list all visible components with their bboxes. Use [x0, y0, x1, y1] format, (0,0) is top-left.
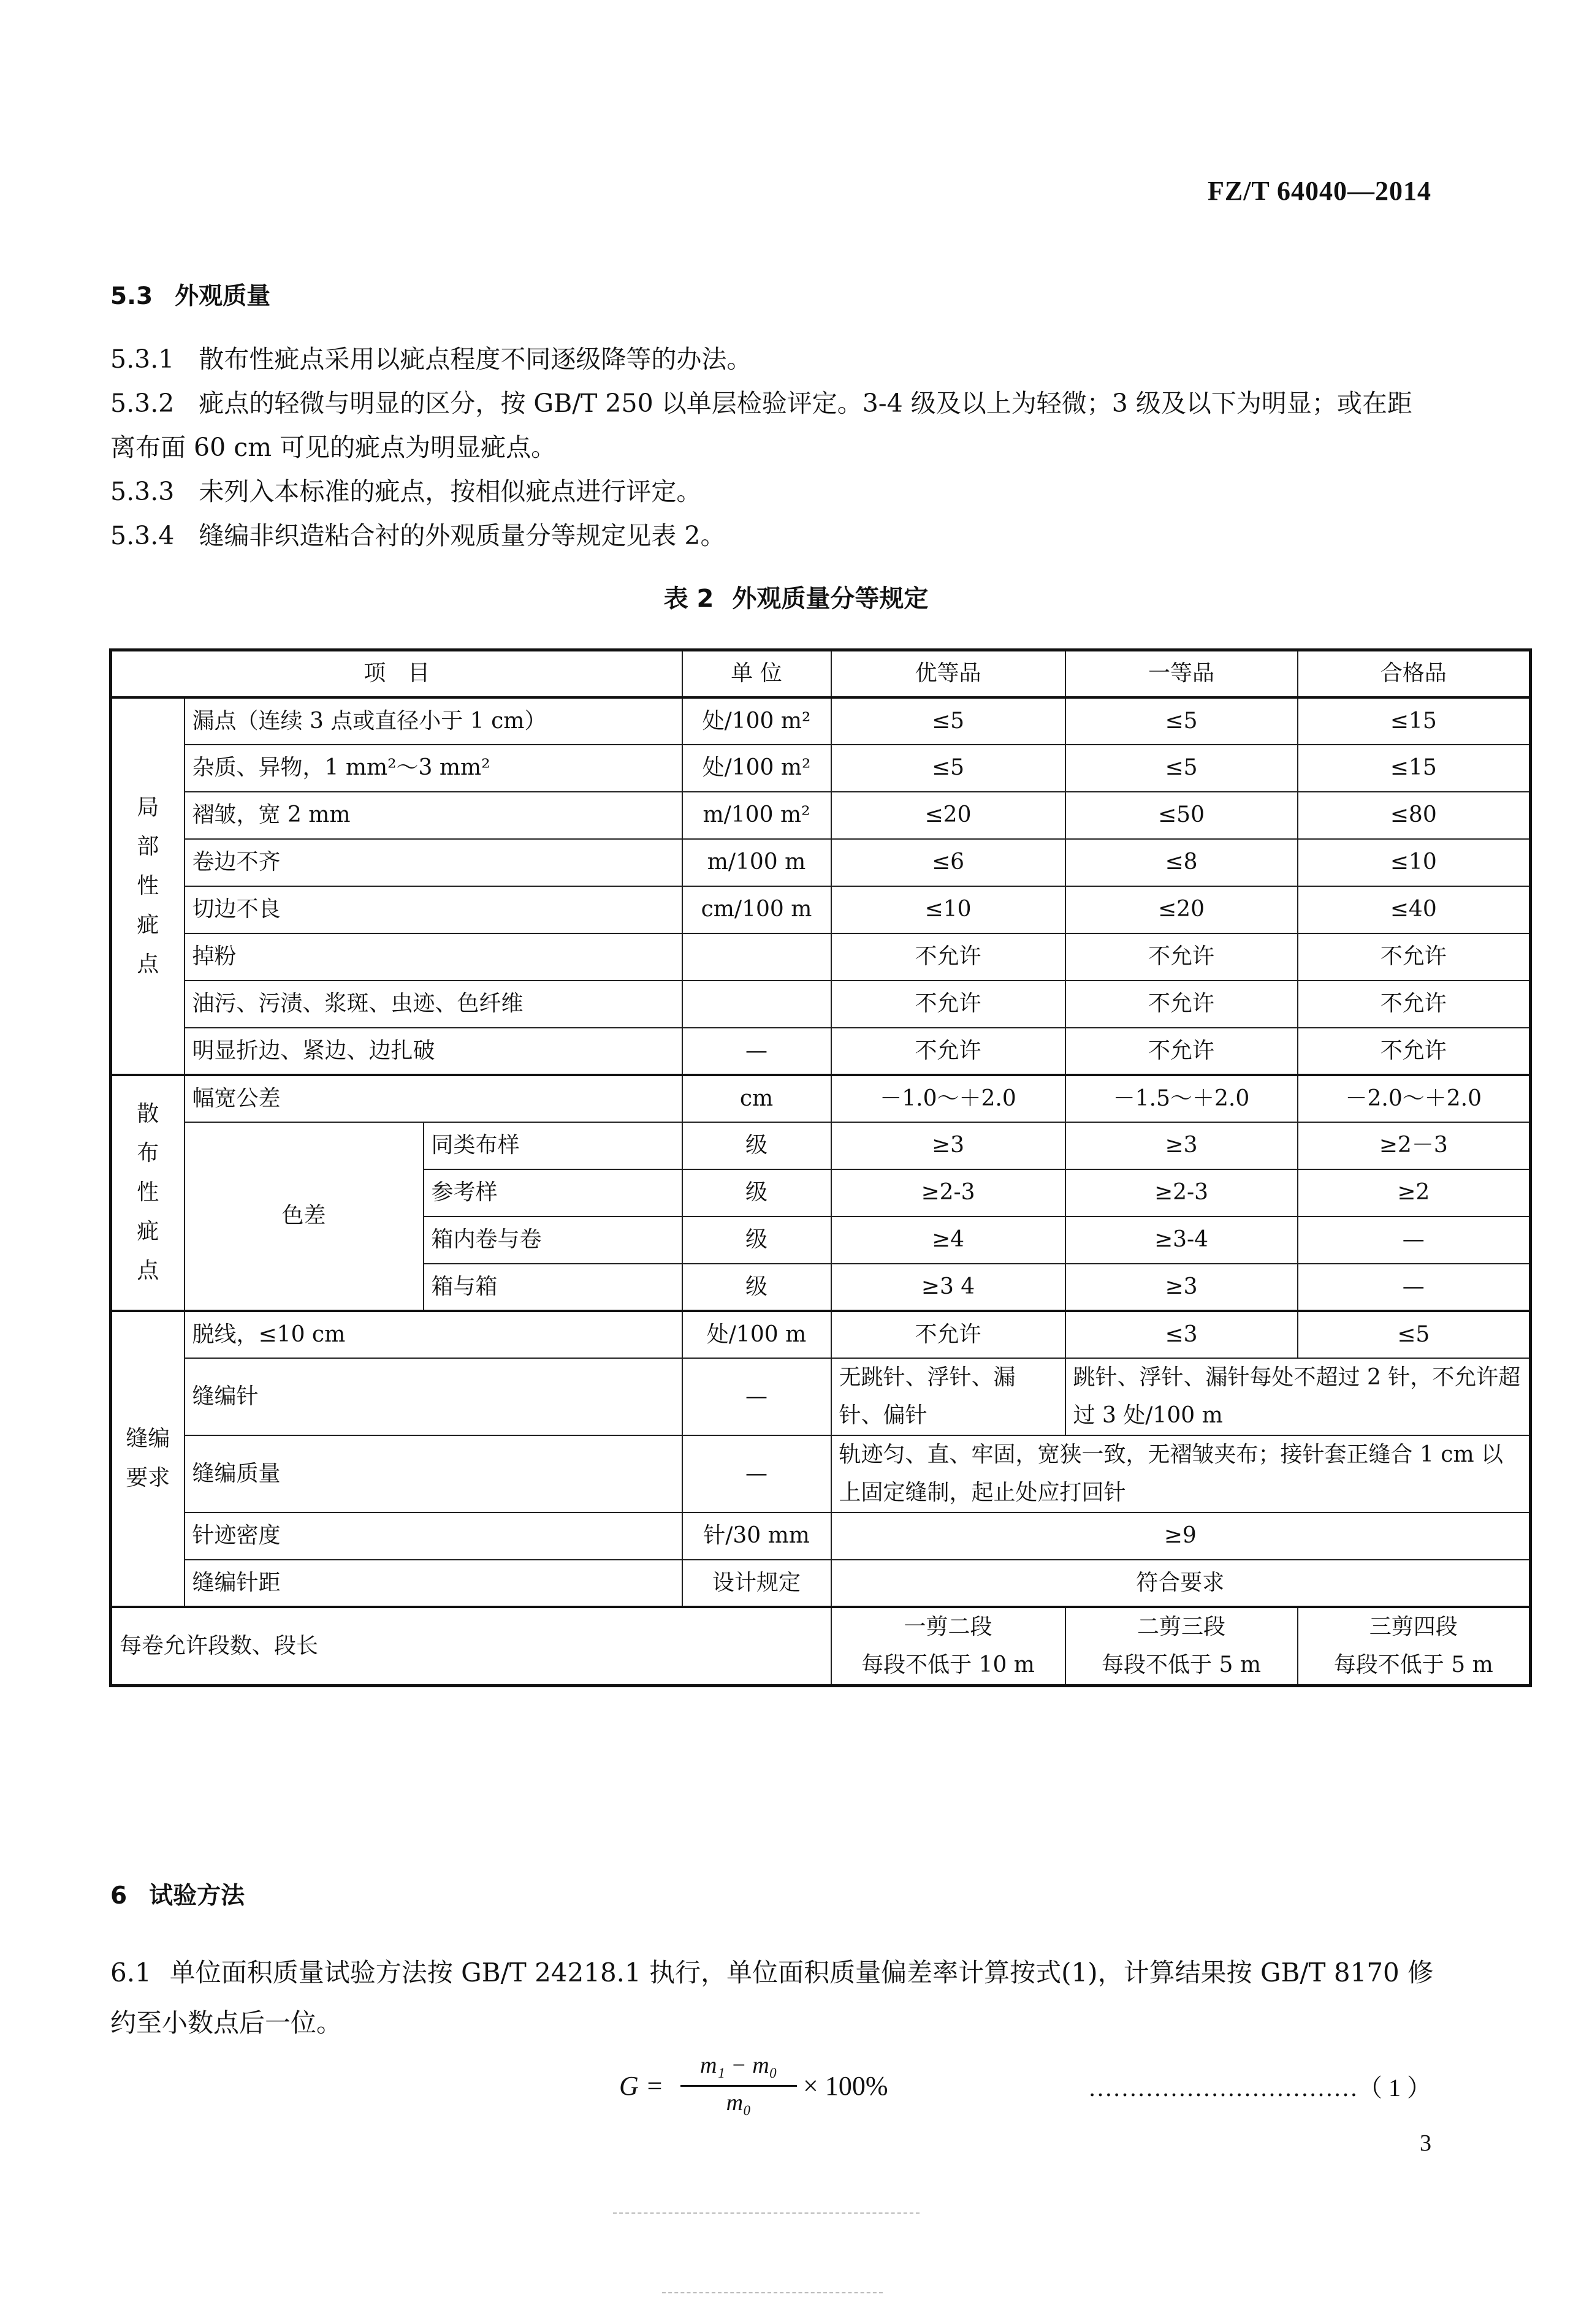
row-item: 褶皱，宽 2 mm [185, 792, 682, 839]
row-g2: ≤5 [1065, 745, 1298, 792]
row-g1: ≥4 [831, 1217, 1065, 1264]
clause-number: 5.3.1 [110, 344, 175, 374]
row-item: 幅宽公差 [185, 1075, 682, 1122]
row-g1: ≥3 4 [831, 1264, 1065, 1311]
row-g3: 不允许 [1298, 1028, 1531, 1075]
row-g3: ≥2 [1298, 1169, 1531, 1217]
page-number: 3 [1420, 2130, 1431, 2156]
row-g3: 不允许 [1298, 981, 1531, 1028]
row-g3: －2.0～＋2.0 [1298, 1075, 1531, 1122]
section-5-3-heading [110, 277, 270, 311]
group-label-line: 性 [137, 1180, 159, 1205]
group-label-line: 性 [137, 873, 159, 898]
row-g1: 不允许 [831, 981, 1065, 1028]
row-g1: ≤6 [831, 839, 1065, 886]
row-g2: ≥3-4 [1065, 1217, 1298, 1264]
section-6-heading [110, 1877, 245, 1911]
row-g1: ≤10 [831, 886, 1065, 933]
row-unit [682, 933, 831, 981]
row-item: 每卷允许段数、段长 [111, 1607, 831, 1686]
row-g3: ≤10 [1298, 839, 1531, 886]
row-g2: ≤3 [1065, 1311, 1298, 1358]
header-item: 项 目 [111, 650, 682, 697]
row-item: 箱内卷与卷 [424, 1217, 682, 1264]
row-unit: cm/100 m [682, 886, 831, 933]
appearance-quality-table [109, 648, 1532, 1687]
formula-numerator: m₁ − m₀ [700, 2052, 777, 2078]
row-g1: 不允许 [831, 1028, 1065, 1075]
row-g2: ≤5 [1065, 697, 1298, 745]
row-unit: — [682, 1435, 831, 1513]
color-difference-label: 色差 [185, 1122, 424, 1311]
table-row [111, 839, 1531, 886]
row-all-grades: ≥9 [831, 1513, 1531, 1560]
header-grade-first: 一等品 [1065, 650, 1298, 697]
row-unit: 级 [682, 1217, 831, 1264]
row-unit: — [682, 1028, 831, 1075]
table-header-row [111, 650, 1531, 697]
group-label-line: 布 [137, 1141, 159, 1166]
clause-text: 疵点的轻微与明显的区分，按 GB/T 250 以单层检验评定。3-4 级及以上为轻微；3 级及以下为明显；或在距离布面 60 cm 可见的疵点为明显疵点。 [110, 389, 1412, 462]
row-g3: ≤80 [1298, 792, 1531, 839]
table-row [111, 1028, 1531, 1075]
row-unit: 处/100 m² [682, 745, 831, 792]
row-g2: 不允许 [1065, 933, 1298, 981]
table-row [111, 981, 1531, 1028]
group-label-line: 点 [137, 951, 159, 977]
table-row [111, 1075, 1531, 1122]
row-item: 脱线，≤10 cm [185, 1311, 682, 1358]
group-label-line: 局 [137, 794, 159, 820]
clause-6-1 [110, 1948, 1434, 2048]
row-g3: ≤5 [1298, 1311, 1531, 1358]
row-item: 明显折边、紧边、边扎破 [185, 1028, 682, 1075]
row-unit [682, 981, 831, 1028]
table-row [111, 745, 1531, 792]
row-g3: ≤15 [1298, 745, 1531, 792]
row-g1: 不允许 [831, 933, 1065, 981]
row-item: 杂质、异物，1 mm²～3 mm² [185, 745, 682, 792]
row-unit: 设计规定 [682, 1560, 831, 1607]
clause-number: 5.3.2 [110, 389, 175, 418]
table-row [111, 933, 1531, 981]
segment-length: 每段不低于 5 m [1333, 1652, 1493, 1677]
scan-artifact-line [662, 2292, 883, 2293]
segment-count: 一剪二段 [904, 1614, 992, 1639]
formula-lhs: G = [619, 2071, 664, 2101]
row-g3: ≥2－3 [1298, 1122, 1531, 1169]
clause-text: 散布性疵点采用以疵点程度不同逐级降等的办法。 [199, 344, 752, 374]
segment-count: 二剪三段 [1137, 1614, 1226, 1639]
fraction-bar [680, 2085, 797, 2087]
row-item: 箱与箱 [424, 1264, 682, 1311]
row-g3: ≤15 [1298, 697, 1531, 745]
table-row [111, 1358, 1531, 1435]
clause-5-3-2 [110, 381, 1434, 469]
row-item: 油污、污渍、浆斑、虫迹、色纤维 [185, 981, 682, 1028]
row-unit: m/100 m [682, 839, 831, 886]
equation-label: ……………………………（ 1 ） [1088, 2074, 1431, 2102]
row-g2: ≥2-3 [1065, 1169, 1298, 1217]
row-g2: ≤50 [1065, 792, 1298, 839]
table-row [111, 886, 1531, 933]
table-row [111, 1122, 1531, 1169]
row-item: 卷边不齐 [185, 839, 682, 886]
table-row [111, 1435, 1531, 1513]
clause-number: 5.3.4 [110, 521, 175, 550]
table-caption [0, 579, 1592, 614]
row-unit: m/100 m² [682, 792, 831, 839]
row-g1: 无跳针、浮针、漏针、偏针 [831, 1358, 1065, 1435]
document-id: FZ/T 64040—2014 [1207, 176, 1431, 206]
row-item: 切边不良 [185, 886, 682, 933]
group-label-local-defects [111, 697, 185, 1075]
row-item: 缝编针 [185, 1358, 682, 1435]
row-all-grades: 符合要求 [831, 1560, 1531, 1607]
row-item: 缝编质量 [185, 1435, 682, 1513]
group-label-line: 缝编 [126, 1426, 170, 1451]
section-number: 6 [110, 1882, 128, 1910]
row-g1: ≥2-3 [831, 1169, 1065, 1217]
row-unit: 针/30 mm [682, 1513, 831, 1560]
row-unit: 级 [682, 1264, 831, 1311]
row-item: 同类布样 [424, 1122, 682, 1169]
header-grade-qualified: 合格品 [1298, 650, 1531, 697]
row-item: 参考样 [424, 1169, 682, 1217]
section-number: 5.3 [110, 283, 153, 310]
formula-rhs: × 100% [803, 2071, 888, 2101]
row-g1: 不允许 [831, 1311, 1065, 1358]
table-row [111, 792, 1531, 839]
clause-text: 单位面积质量试验方法按 GB/T 24218.1 执行，单位面积质量偏差率计算按式(1)，计算结果按 GB/T 8170 修约至小数点后一位。 [110, 1958, 1434, 2038]
row-g3 [1298, 1607, 1531, 1686]
row-g3: — [1298, 1264, 1531, 1311]
row-g2 [1065, 1607, 1298, 1686]
row-g2: 不允许 [1065, 981, 1298, 1028]
clause-text: 未列入本标准的疵点，按相似疵点进行评定。 [199, 477, 702, 506]
table-row [111, 1607, 1531, 1686]
group-label-scattered-defects [111, 1075, 185, 1311]
row-g1: ≤20 [831, 792, 1065, 839]
header-grade-superior: 优等品 [831, 650, 1065, 697]
row-unit: cm [682, 1075, 831, 1122]
segment-count: 三剪四段 [1369, 1614, 1458, 1639]
clause-5-3-3 [110, 469, 1434, 514]
formula-denominator: m₀ [726, 2090, 752, 2116]
segment-length: 每段不低于 5 m [1102, 1652, 1261, 1677]
section-title: 外观质量 [175, 283, 271, 310]
row-g1: ≤5 [831, 697, 1065, 745]
row-unit: 级 [682, 1122, 831, 1169]
group-label-line: 散 [137, 1101, 159, 1126]
row-g1: ≥3 [831, 1122, 1065, 1169]
clause-text: 缝编非织造粘合衬的外观质量分等规定见表 2。 [199, 521, 726, 550]
row-item: 漏点（连续 3 点或直径小于 1 cm） [185, 697, 682, 745]
scan-artifact-line [613, 2212, 920, 2214]
group-label-line: 要求 [126, 1465, 170, 1490]
table-title: 外观质量分等规定 [732, 585, 929, 613]
row-item: 针迹密度 [185, 1513, 682, 1560]
formula-fraction [680, 2052, 797, 2116]
clause-5-3-4 [110, 514, 1434, 558]
group-label-line: 部 [137, 834, 159, 859]
row-g2: ≤8 [1065, 839, 1298, 886]
row-g3: 不允许 [1298, 933, 1531, 981]
row-item: 缝编针距 [185, 1560, 682, 1607]
clause-5-3-1 [110, 337, 1434, 381]
row-g1: ≤5 [831, 745, 1065, 792]
row-g3: ≤40 [1298, 886, 1531, 933]
row-g3: — [1298, 1217, 1531, 1264]
group-label-line: 疵 [137, 912, 159, 938]
clause-number: 6.1 [110, 1958, 151, 1988]
table-row [111, 1311, 1531, 1358]
table-row [111, 697, 1531, 745]
row-g2: 不允许 [1065, 1028, 1298, 1075]
row-unit: 级 [682, 1169, 831, 1217]
row-g2-g3: 跳针、浮针、漏针每处不超过 2 针，不允许超过 3 处/100 m [1065, 1358, 1531, 1435]
table-number: 表 2 [663, 585, 714, 613]
row-g2: ≤20 [1065, 886, 1298, 933]
header-unit: 单 位 [682, 650, 831, 697]
row-unit: 处/100 m [682, 1311, 831, 1358]
section-title: 试验方法 [149, 1882, 245, 1910]
table-row [111, 1560, 1531, 1607]
row-g1 [831, 1607, 1065, 1686]
group-label-stitch-requirements [111, 1311, 185, 1607]
table-row [111, 1513, 1531, 1560]
row-g2: ≥3 [1065, 1264, 1298, 1311]
group-label-line: 点 [137, 1258, 159, 1283]
row-all-grades: 轨迹匀、直、牢固，宽狭一致，无褶皱夹布；接针套正缝合 1 cm 以上固定缝制，起止处应打回针 [831, 1435, 1531, 1513]
group-label-line: 疵 [137, 1219, 159, 1244]
row-item: 掉粉 [185, 933, 682, 981]
row-unit: — [682, 1358, 831, 1435]
segment-length: 每段不低于 10 m [861, 1652, 1035, 1677]
row-g2: ≥3 [1065, 1122, 1298, 1169]
row-g1: －1.0～＋2.0 [831, 1075, 1065, 1122]
row-g2: －1.5～＋2.0 [1065, 1075, 1298, 1122]
row-unit: 处/100 m² [682, 697, 831, 745]
clause-number: 5.3.3 [110, 477, 175, 506]
